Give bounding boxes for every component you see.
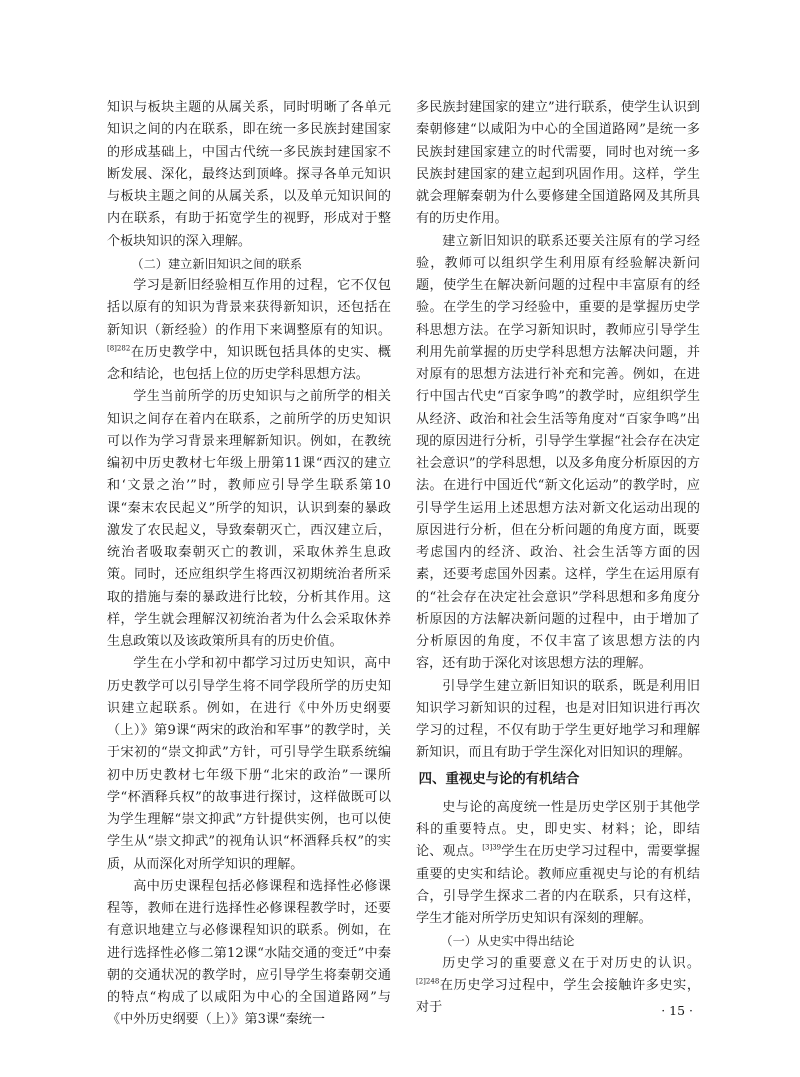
subsection-heading: （一）从史实中得出结论 xyxy=(440,934,575,949)
subsection-heading: （二）建立新旧知识之间的联系 xyxy=(131,256,303,271)
page-number: · 15 · xyxy=(661,1003,693,1018)
citation-mark: [3]39 xyxy=(482,843,502,852)
paragraph-text: 在历史学习过程中，学生会接触许多史实，对于 xyxy=(416,977,700,1015)
paragraph xyxy=(416,953,700,1020)
citation-mark: [2]248 xyxy=(416,977,440,986)
right-column xyxy=(416,97,700,1019)
paragraph: 引导学生建立新旧知识的联系，既是利用旧知识学习新知识的过程，也是对旧知识进行再次学习的过程，不仅有助于学生更好地学习和理解新知识，而且有助于学生深化对旧知识的理解。 xyxy=(416,678,700,761)
paragraph-text: 学生在历史学习过程中，需要掌握重要的史实和结论。教师应重视史与论的有机结合，引导学生探求二者的内在联系，只有这样，学生才能对所学历史知识有深刻的理解。 xyxy=(416,844,701,926)
paragraph: 知识与板块主题的从属关系，同时明晰了各单元知识之间的内在联系，即在统一多民族封建国家的形成基础上，中国古代统一多民族封建国家不断发展、深化，最终达到顶峰。探寻各单元知识与板块主题之间的从属关系，以及单元知识间的内在联系，有助于拓宽学生的视野，形成对于整个板块知识的深入理解。 xyxy=(107,100,391,249)
citation-mark: [8]282 xyxy=(107,344,131,353)
paragraph-text: 在历史教学中，知识既包括具体的史实、概念和结论，也包括上位的历史学科思想方法。 xyxy=(107,344,391,382)
section-heading: 四、重视史与论的有机结合 xyxy=(418,771,580,787)
paragraph: 学生当前所学的历史知识与之前所学的相关知识之间存在着内在联系，之前所学的历史知识可以作为学习背景来理解新知识。例如，在教统编初中历史教材七年级上册第11课“西汉的建立和‘文景之治’”时，教师应引导学生联系第10课“秦末农民起义”所学的知识，认识到秦的暴政激发了农民起义，导致秦朝灭亡，西汉建立后，统治者吸取秦朝灭亡的教训，采取休养生息政策。同时，还应组织学生将西汉初期统治者所采取的措施与秦的暴政进行比较，分析其作用。这样，学生就会理解汉初统治者为什么会采取休养生息政策以及该政策所具有的历史价值。 xyxy=(107,389,391,649)
paragraph-text: 历史学习的重要意义在于对历史的认识。 xyxy=(442,955,700,971)
left-column xyxy=(107,97,391,1032)
paragraph: 高中历史课程包括必修课程和选择性必修课程等，教师在进行选择性必修课程教学时，还要有意识地建立与必修课程知识的联系。例如，在进行选择性必修二第12课“水陆交通的变迁”中秦朝的交通状况的教学时，应引导学生将秦朝交通的特点“构成了以咸阳为中心的全国道路网”与《中外历史纲要（上）》第3课“秦统一 xyxy=(107,878,391,1028)
paragraph: 建立新旧知识的联系还要关注原有的学习经验，教师可以组织学生利用原有经验解决新问题，使学生在解决新问题的过程中丰富原有的经验。在学生的学习经验中，重要的是掌握历史学科思想方法。在学习新知识时，教师应引导学生利用先前掌握的历史学科思想方法解决问题，并对原有的思想方法进行补充和完善。例如，在进行中国古代史“百家争鸣”的教学时，应组织学生从经济、政治和社会生活等角度对“百家争鸣”出现的原因进行分析，引导学生掌握“社会存在决定社会意识”的学科思想，以及多角度分析原因的方法。在进行中国近代“新文化运动”的教学时，应引导学生运用上述思想方法对新文化运动出现的原因进行分析，但在分析问题的角度方面，既要考虑国内的经济、政治、社会生活等方面的因素，还要考虑国外因素。这样，学生在运用原有的“社会存在决定社会意识”学科思想和多角度分析原因的方法解决新问题的过程中，由于增加了分析原因的角度，不仅丰富了该思想方法的内容，还有助于深化对该思想方法的理解。 xyxy=(416,233,700,672)
paragraph: 多民族封建国家的建立”进行联系，使学生认识到秦朝修建“以咸阳为中心的全国道路网”是统一多民族封建国家建立的时代需要，同时也对统一多民族封建国家的建立起到巩固作用。这样，学生就会理解秦朝为什么要修建全国道路网及其所具有的历史作用。 xyxy=(416,100,700,227)
paragraph xyxy=(416,797,700,931)
paragraph xyxy=(107,275,391,386)
paragraph-text: 学习是新旧经验相互作用的过程，它不仅包括以原有的知识为背景来获得新知识，还包括在新知识（新经验）的作用下来调整原有的知识。 xyxy=(107,278,391,338)
paragraph: 学生在小学和初中都学习过历史知识，高中历史教学可以引导学生将不同学段所学的历史知识建立起联系。例如，在进行《中外历史纲要（上）》第9课“两宋的政治和军事”的教学时，关于宋初的“崇文抑武”方针，可引导学生联系统编初中历史教材七年级下册“北宋的政治”一课所学“杯酒释兵权”的故事进行探讨，这样做既可以为学生理解“崇文抑武”方针提供实例，也可以使学生从“崇文抑武”的视角认识“杯酒释兵权”的实质，从而深化对所学知识的理解。 xyxy=(107,656,391,872)
paragraph-text: 史与论的高度统一性是历史学区别于其他学科的重要特点。史，即史实、材料；论，即结论、观点。 xyxy=(416,799,700,860)
